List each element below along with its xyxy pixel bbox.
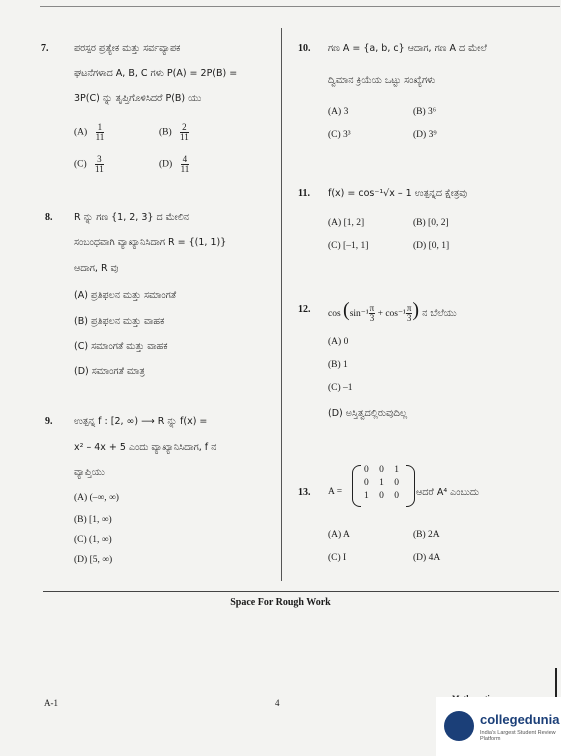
q9-option-d: (D) [5, ∞) [74, 555, 113, 565]
q7-d-fraction [181, 155, 190, 174]
q7-c-den: 11 [95, 164, 104, 174]
collegedunia-logo-icon [444, 711, 474, 741]
q12-number: 12. [298, 304, 311, 315]
q12-frac1-den: 3 [369, 313, 375, 324]
q8-number: 8. [45, 212, 53, 223]
q8-line3: ಆದಾಗ, R ವು [74, 263, 119, 274]
q8-line2: ಸಂಬಂಧವಾಗಿ ವ್ಯಾಖ್ಯಾನಿಸಿದಾಗ R = {(1, 1)} [74, 237, 227, 248]
q7-b-num: 2 [180, 123, 189, 133]
q10-option-d: (D) 3⁹ [413, 130, 437, 140]
q12-stem-tail: ನ ಬೆಲೆಯು [419, 308, 457, 319]
q7-d-label: (D) [159, 159, 173, 170]
matrix-right-bracket [406, 465, 415, 507]
rough-work-label: Space For Rough Work [230, 597, 331, 608]
q12-option-d: (D) ಅಸ್ತಿತ್ವದಲ್ಲಿರುವುದಿಲ್ಲ [328, 408, 408, 419]
q13-number: 13. [298, 487, 311, 498]
collegedunia-watermark [436, 697, 561, 756]
q12-option-a: (A) 0 [328, 337, 349, 347]
q7-a-num: 1 [96, 123, 105, 133]
q12-cos: cos [328, 309, 341, 319]
q7-option-d [159, 155, 189, 174]
matrix-left-bracket [352, 465, 361, 507]
q13-matrix [356, 465, 403, 504]
matrix-row-3: 1 0 0 [364, 491, 403, 501]
rough-work-rule [43, 591, 559, 592]
q10-line2: ದ್ವಿಮಾನ ಕ್ರಿಯೆಯ ಒಟ್ಟು ಸಂಖ್ಯೆಗಳು [328, 75, 436, 86]
q7-a-label: (A) [74, 127, 88, 138]
q7-c-num: 3 [95, 155, 104, 165]
q10-option-b: (B) 3⁶ [413, 107, 437, 117]
matrix-row-1: 0 0 1 [364, 465, 403, 475]
q11-option-b: (B) [0, 2] [413, 218, 449, 228]
q8-line1: R ನ್ನು ಗಣ {1, 2, 3} ದ ಮೇಲಿನ [74, 212, 190, 223]
q11-number: 11. [298, 188, 310, 199]
q10-line1: ಗಣ A = {a, b, c} ಆದಾಗ, ಗಣ A ದ ಮೇಲೆ [328, 43, 487, 54]
q9-option-c: (C) (1, ∞) [74, 535, 112, 545]
q12-option-b: (B) 1 [328, 360, 348, 370]
paper-code: A-1 [44, 698, 58, 708]
q7-option-a [74, 123, 104, 142]
q7-a-den: 11 [95, 132, 105, 142]
q7-b-den: 11 [180, 132, 189, 142]
q9-option-b: (B) [1, ∞) [74, 515, 112, 525]
q10-option-c: (C) 3³ [328, 130, 351, 140]
q13-option-d: (D) 4A [413, 553, 441, 563]
q7-c-label: (C) [74, 159, 87, 170]
q13-option-a: (A) A [328, 530, 350, 540]
q13-option-c: (C) I [328, 553, 347, 563]
page-number: 4 [275, 698, 280, 708]
q9-line1: ಉತ್ಪನ್ನ f : [2, ∞) ⟶ R ನ್ನು f(x) = [74, 416, 208, 427]
q12-frac2-num: π [406, 303, 412, 314]
logo-name: collegedunia [480, 712, 560, 727]
q7-b-fraction [180, 123, 189, 142]
q12-option-c: (C) –1 [328, 383, 353, 393]
q11-option-c: (C) [–1, 1] [328, 241, 369, 251]
top-rule [40, 6, 560, 7]
q7-option-b [159, 123, 189, 142]
q12-arcsin: sin⁻¹ [349, 309, 369, 319]
q13-option-b: (B) 2A [413, 530, 440, 540]
q9-line3: ವ್ಯಾಪ್ತಿಯು [74, 467, 105, 478]
q7-d-num: 4 [181, 155, 190, 165]
q11-option-d: (D) [0, 1] [413, 241, 450, 251]
q9-number: 9. [45, 416, 53, 427]
q8-option-b: (B) ಪ್ರತಿಫಲನ ಮತ್ತು ವಾಹಕ [74, 316, 165, 327]
q7-line2: ಘಟನೆಗಳಾದ A, B, C ಗಳು P(A) = 2P(B) = [74, 68, 238, 79]
q13-rhs: ಆದರೆ A⁴ ಎಂಬುದು [416, 487, 480, 498]
q12-open-paren: ( [343, 299, 350, 321]
q8-option-a: (A) ಪ್ರತಿಫಲನ ಮತ್ತು ಸಮಾಂಗತೆ [74, 290, 177, 301]
q9-option-a: (A) (–∞, ∞) [74, 493, 119, 503]
q11-option-a: (A) [1, 2] [328, 218, 365, 228]
logo-tagline: India's Largest Student Review Platform [480, 730, 556, 742]
q10-number: 10. [298, 43, 311, 54]
q13-lhs: A = [328, 487, 343, 497]
q7-line1: ಪರಸ್ಪರ ಪ್ರತ್ಯೇಕ ಮತ್ತು ಸರ್ವವ್ಯಾಪಕ [74, 43, 181, 54]
q12-frac2-den: 3 [406, 313, 412, 324]
q7-d-den: 11 [180, 164, 190, 174]
q11-stem: f(x) = cos⁻¹√x – 1 ಉತ್ಪನ್ನದ ಕ್ಷೇತ್ರವು [328, 188, 468, 199]
q7-b-label: (B) [159, 127, 172, 138]
q7-line3: 3P(C) ನ್ನು ತೃಪ್ತಿಗೊಳಿಸಿದರೆ P(B) ಯು [74, 93, 202, 104]
q12-arccos: + cos⁻¹ [375, 309, 406, 319]
q12-stem [328, 298, 457, 322]
matrix-row-2: 0 1 0 [364, 478, 403, 488]
q12-close-paren: ) [412, 299, 420, 321]
q7-c-fraction [95, 155, 104, 174]
column-divider [281, 28, 282, 581]
q9-line2: x² – 4x + 5 ಎಂದು ವ್ಯಾಖ್ಯಾನಿಸಿದಾಗ, f ನ [74, 442, 217, 453]
q8-option-d: (D) ಸಮಾಂಗತೆ ಮಾತ್ರ [74, 366, 145, 377]
q7-number: 7. [41, 43, 49, 54]
q7-a-fraction [96, 123, 105, 142]
q10-option-a: (A) 3 [328, 107, 349, 117]
q12-frac1-num: π [369, 303, 375, 314]
q7-option-c [74, 155, 104, 174]
q8-option-c: (C) ಸಮಾಂಗತೆ ಮತ್ತು ವಾಹಕ [74, 341, 168, 352]
